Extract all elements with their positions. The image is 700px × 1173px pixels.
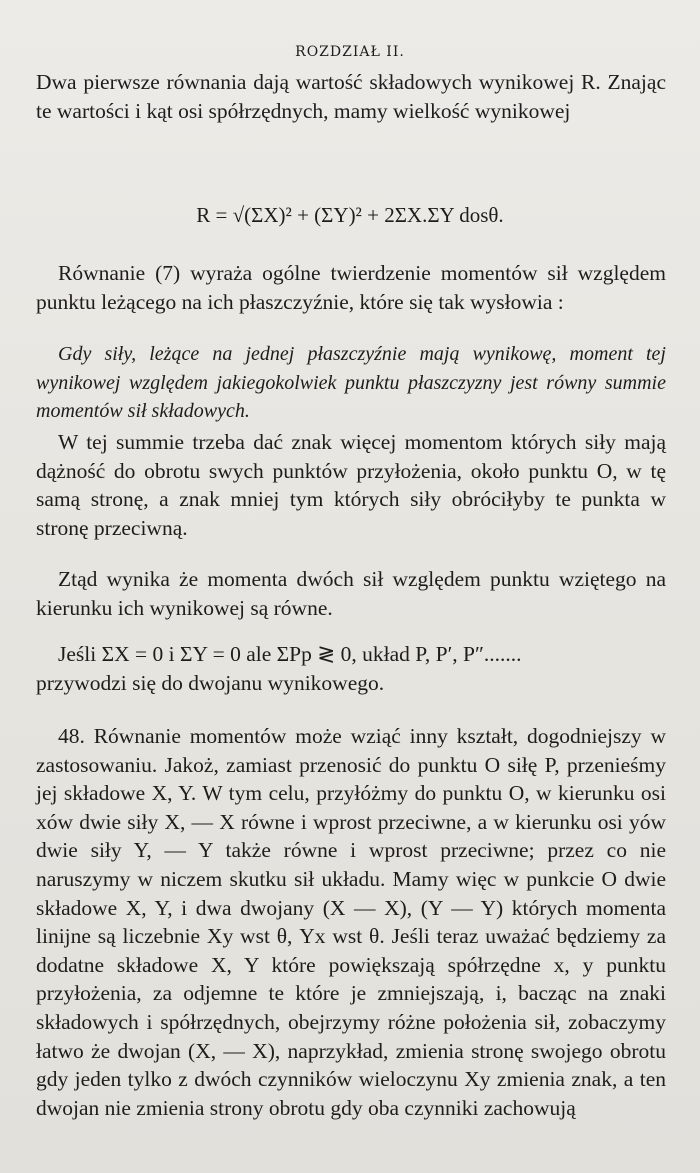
paragraph-text-line-1: Jeśli ΣX = 0 i ΣY = 0 ale ΣPp ≷ 0, układ P, P′, P″....... (58, 642, 522, 666)
paragraph-text-line-2: przywodzi się do dwojanu wynikowego. (36, 670, 385, 695)
theorem-statement (36, 340, 666, 426)
paragraph-text: 48. Równanie momentów może wziąć inny kształt, dogodniejszy w zastosowaniu. Jakoż, zamiast przenosić do punktu O siłę P, przenieśmy jej składowe X, Y. W tym celu, przyłóżmy do punktu O, w kierunku osi xów dwie siły X, — X równe i wprost przeciwne, a w kierunku osi yów dwie siły Y, — Y także równe i wprost przeciwne; przez co nie naruszymy w niczem skutku sił układu. Mamy więc w punkcie O dwie składowe X, Y, i dwa dwojany (X — X), (Y — Y) których momenta linijne są liczebnie Xy wst θ, Yx wst θ. Jeśli teraz uważać będziemy za dodatne składowe X, Y które powiększają spółrzędne x, y punktu przyłożenia, za odjemne te które je zmniejszają, i, bacząc na znaki składowych i spółrzędnych, obejrzymy różne położenia sił, zobaczymy łatwo że dwojan (X, — X), naprzykład, zmienia stronę swojego obrotu gdy jeden tylko z dwóch czynników wieloczynu Xy zmienia znak, a ten dwojan nie zmienia strony obrotu gdy oba czynniki zachowują (36, 724, 666, 1120)
paragraph-text: Równanie (7) wyraża ogólne twierdzenie momentów sił względem punktu leżącego na ich płaszczyźnie, które się tak wysłowia : (36, 261, 666, 314)
paragraph-intro (36, 68, 666, 125)
running-header: ROZDZIAŁ II. (295, 44, 405, 60)
resultant-formula: R = √(ΣX)² + (ΣY)² + 2ΣX.ΣY dosθ. (196, 203, 504, 227)
paragraph-couple (36, 640, 666, 697)
theorem-text: Gdy siły, leżące na jednej płaszczyźnie mają wynikowę, moment tej wynikowej względem jakiegokolwiek punktu płaszczyzny jest równy summie momentów sił składowych. (36, 343, 666, 423)
paragraph-text: Ztąd wynika że momenta dwóch sił względem punktu wziętego na kierunku ich wynikowej są równe. (36, 567, 666, 620)
paragraph-48 (36, 722, 666, 1122)
paragraph-text: W tej summie trzeba dać znak więcej momentom których siły mają dążność do obrotu swych punktów przyłożenia, około punktu O, w tę samą stronę, a znak mniej tym których siły obróciłyby te punkta w stronę przeciwną. (36, 430, 666, 540)
paragraph-corollary (36, 565, 666, 622)
paragraph-text: Dwa pierwsze równania dają wartość składowych wynikowej R. Znając te wartości i kąt osi spółrzędnych, mamy wielkość wynikowej (36, 70, 666, 123)
paragraph-theorem-intro (36, 259, 666, 316)
paragraph-signs (36, 428, 666, 542)
